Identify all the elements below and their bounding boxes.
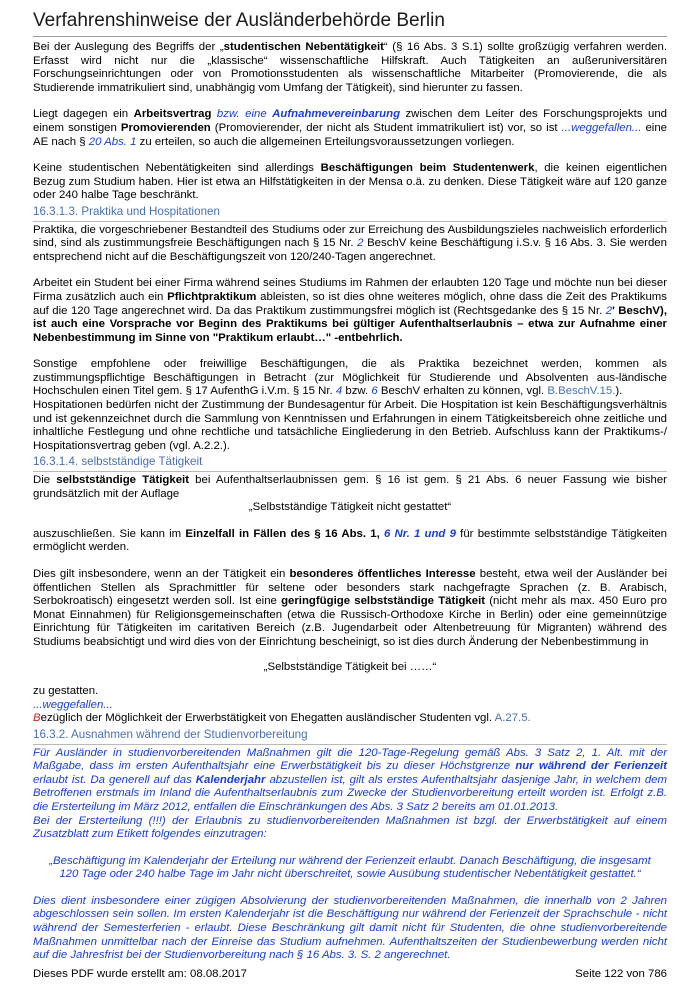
paragraph-sonstige-beschaeftigungen: Sonstige empfohlene oder freiwillige Beschäftigungen, die als Praktika bezeichnet werden, kommen als zustimmungspflichtige Beschäftigungen in Betracht (zur Möglichkeit für Studierende und Absolventen aus-ländische Hochschulen einen Titel gem. § 17 AufenthG i.V.m. § 15 Nr. 4 bzw. 6 BeschV erhalten zu können, vgl. B.BeschV.15.). [33, 358, 667, 398]
link-beschv-15[interactable]: B.BeschV.15. [547, 385, 616, 398]
paragraph-arbeitsvertrag: Liegt dagegen ein Arbeitsvertrag bzw. eine Aufnahmevereinbarung zwischen dem Leiter des Forschungsprojekts und einem sonstigen Promovierenden (Promovierender, der nicht als Student immatrikuliert ist) vor, so ist ...weggefallen... eine AE nach § 20 Abs. 1 zu erteilen, so auch die allgemeinen Erteilungsvoraussetzungen vorliegen. [33, 108, 667, 148]
paragraph-pflichtpraktikum: Arbeitet ein Student bei einer Firma während seines Studiums im Rahmen der erlaubten 120 Tage und möchte nun bei dieser Firma zusätzlich auch ein Pflichtpraktikum ableisten, so ist dies ohne weiteres möglich, ohne dass die Zeit des Praktikums auf die 120 Tage angerechnet wird. Da das Praktikum zustimmungsfrei möglich ist (Rechtsgedanke des § 15 Nr. 2' BeschV), ist auch eine Vorsprache vor Beginn des Praktikums bei gültiger Aufenthaltserlaubnis – etwa zur Aufnahme einer Nebenbestimmung im Sinne von "Praktikum erlaubt…" -entbehrlich. [33, 277, 667, 344]
document-body [33, 41, 667, 963]
footer-page-number: Seite 122 von 786 [575, 968, 667, 980]
link-nr-2-b[interactable]: 2 [605, 304, 613, 317]
paragraph-selbststaendige-taetigkeit: Die selbstständige Tätigkeit bei Aufenthaltserlaubnissen gem. § 16 ist gem. § 21 Abs. 6 neuer Fassung wie bisher grundsätzlich mit der Auflage [33, 474, 667, 500]
title-divider [33, 36, 667, 37]
footer-created-date: Dieses PDF wurde erstellt am: 08.08.2017 [33, 968, 247, 980]
link-nr-6[interactable]: 6 [371, 385, 378, 398]
paragraph-oeffentliches-interesse: Dies gilt insbesondere, wenn an der Tätigkeit ein besonderes öffentliches Interesse besteht, etwa weil der Ausländer bei öffentlichen Stellen als Sprachmittler für seltene oder besonders stark nachgefragte Sprachen (z. B. Arabisch, Serbokroatisch) eingesetzt werden soll. Ist eine geringfügige selbstständige Tätigkeit (nicht mehr als max. 450 Euro pro Monat Einnahmen) für Religionsgemeinschaften (etwa die Russisch-Orthodoxe Kirche in Berlin) oder eine gemeinnützige Einrichtung für Tätigkeiten im caritativen Bereich (z.B. Jugendarbeit oder Altenbetreuung für Migranten) während des Studiums beabsichtigt und wird dies von der Einrichtung bescheinigt, so ist dies durch Änderung der Nebenbestimmung in [33, 568, 667, 648]
paragraph-studentische-nebentaetigkeit: Bei der Auslegung des Begriffs der „studentischen Nebentätigkeit“ (§ 16 Abs. 3 S.1) sollte großzügig verfahren werden. Erfasst wird nicht nur die „klassische“ wissenschaftliche Hilfskraft. Auch Tätigkeiten an außeruniversitären Forschungseinrichtungen oder von Promotionsstudenten als wissenschaftliche Mitarbeiter (Promovierende, die als Studierende immatrikuliert sind, unabhängig vom Umfang der Tätigkeit), sind hierunter zu fassen. [33, 41, 667, 94]
paragraph-zuegige-absolvierung: Dies dient insbesondere einer zügigen Absolvierung der studienvorbereitenden Maßnahmen, die innerhalb von 2 Jahren abgeschlossen sein sollen. Im ersten Kalenderjahr ist die Beschäftigung nur während der Ferienzeit der Sprachschule - nicht während der Semesterferien - erlaubt. Diese Beschränkung gilt damit nicht für Studenten, die ohne studienvorbereitende Maßnahmen unmittelbar nach der Einreise das Studium aufnehmen. Aufenthaltszeiten der Studienbewerbung werden nicht auf die Jahresfrist bei der Studienvorbereitung nach § 16 Abs. 3. S. 2 angerechnet. [33, 894, 667, 962]
link-a-27-5[interactable]: A.27.5. [494, 712, 531, 725]
paragraph-ehegatten: Bezüglich der Möglichkeit der Erwerbstätigkeit von Ehegatten ausländischer Studenten vgl. A.27.5. [33, 712, 531, 725]
paragraph-hospitationen: Hospitationen bedürfen nicht der Zustimmung der Bundesagentur für Arbeit. Die Hospitation ist kein Beschäftigungsverhältnis und ist gekennzeichnet durch die Sammlung von Kenntnissen und Erfahrungen in einem Tätigkeitsbereich ohne zeitliche und inhaltliche Festlegung und ohne rechtliche und tatsächliche Eingliederung in den Betrieb. Aufschluss kann der Praktikums-/ Hospitationsvertrag geben (vgl. A.2.2.). [33, 399, 667, 452]
paragraph-zu-gestatten: zu gestatten. [33, 685, 99, 698]
link-6-nr-1-und-9[interactable]: 6 Nr. 1 und 9 [383, 527, 456, 540]
quote-taetigkeit-bei: „Selbstständige Tätigkeit bei ……“ [263, 660, 437, 673]
page-title: Verfahrenshinweise der Ausländerbehörde Berlin [33, 10, 445, 31]
section-heading-selbststaendig: 16.3.1.4. selbstständige Tätigkeit [33, 453, 667, 472]
paragraph-studienvorbereitung: Für Ausländer in studienvorbereitenden Maßnahmen gilt die 120-Tage-Regelung gemäß Abs. 3 Satz 2, 1. Alt. mit der Maßgabe, dass im ersten Aufenthaltsjahr eine Erwerbstätigkeit bis zu dieser Höchstgrenze nur während der Ferienzeit erlaubt ist. Da generell auf das Kalenderjahr abzustellen ist, gilt als erstes Aufenthaltsjahr dasjenige Jahr, in welchem dem Betroffenen erstmals im Inland die Aufenthaltserlaubnis zum Zwecke der Studienvorbereitung erteilt worden ist. Erfolgt z.B. die Ersterteilung im März 2012, entfallen die Einschränkungen des Abs. 3 Satz 2 bereits am 01.01.2013. [33, 746, 668, 813]
paragraph-studentenwerk: Keine studentischen Nebentätigkeiten sind allerdings Beschäftigungen beim Studentenwerk, die keinen eigentlichen Bezug zum Studium haben. Hier ist etwa an Hilfstätigkeiten in der Mensa o.ä. zu denken. Diese Tätigkeit wäre auf 120 ganze oder 240 halbe Tage beschränkt. [33, 162, 667, 202]
section-heading-praktika: 16.3.1.3. Praktika und Hospitationen [33, 203, 667, 222]
link-20-abs-1[interactable]: 20 Abs. 1 [88, 135, 137, 148]
paragraph-weggefallen: ...weggefallen... [33, 698, 113, 711]
link-nr-2[interactable]: 2 [357, 237, 364, 250]
paragraph-ersterteilung: Bei der Ersterteilung (!!!) der Erlaubnis zu studienvorbereitenden Maßnahmen ist bzgl. der Erwerbstätigkeit auf einem Zusatzblatt zum Etikett folgendes einzutragen: [33, 814, 667, 841]
section-heading-studienvorbereitung: 16.3.2. Ausnahmen während der Studienvorbereitung [33, 726, 667, 745]
paragraph-einzelfall: auszuschließen. Sie kann im Einzelfall in Fällen des § 16 Abs. 1, 6 Nr. 1 und 9 für bestimmte selbstständige Tätigkeiten ermöglicht werden. [33, 527, 668, 554]
link-nr-4[interactable]: 4 [335, 385, 343, 398]
paragraph-praktika: Praktika, die vorgeschriebener Bestandteil des Studiums oder zur Erreichung des Ausbildungszieles nachweislich erforderlich sind, sind als zustimmungsfreie Beschäftigungen nach § 15 Nr. 2 BeschV keine Beschäftigung i.S.v. § 16 Abs. 3. Sie werden entsprechend nicht auf die Beschäftigungszeit von 120/240-Tagen angerechnet. [33, 223, 667, 263]
page-footer [33, 968, 667, 982]
quote-beschaeftigung-ferienzeit: „Beschäftigung im Kalenderjahr der Erteilung nur während der Ferienzeit erlaubt. Danach Beschäftigung, die insgesamt 120 Tage oder 240 halbe Tage im Jahr nicht überschreitet, sowie Ausübung studentischer Nebentätigkeit gestattet.“ [49, 854, 651, 881]
quote-nicht-gestattet: „Selbstständige Tätigkeit nicht gestattet“ [248, 501, 452, 514]
